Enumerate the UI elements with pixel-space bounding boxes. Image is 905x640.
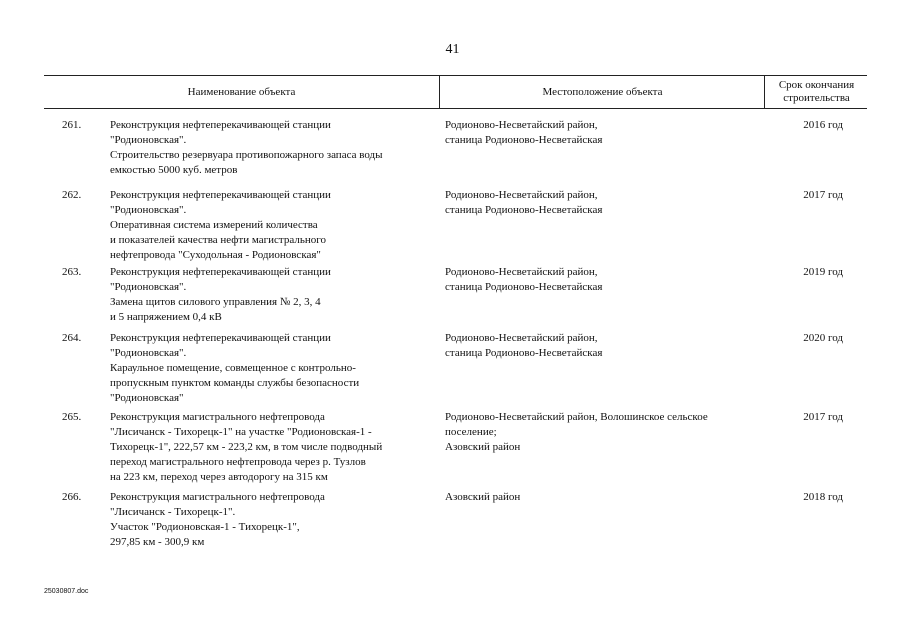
object-name (110, 331, 440, 406)
object-location (445, 188, 765, 218)
row-number: 264. (62, 332, 82, 344)
header-term (764, 76, 868, 108)
object-name-line: нефтепровода "Суходольная - Родионовская" (110, 249, 321, 261)
object-location-line: Родионово-Несветайский район, (445, 266, 598, 278)
row-number: 262. (62, 189, 82, 201)
row-number: 261. (62, 119, 82, 131)
table-row (44, 188, 867, 265)
header-location: Местоположение объекта (439, 76, 765, 108)
object-name (110, 118, 440, 178)
object-location-line: станица Родионово-Несветайская (445, 347, 603, 359)
table-row (44, 265, 867, 331)
completion-term: 2019 год (803, 266, 843, 278)
object-location-line: Родионово-Несветайский район, (445, 332, 598, 344)
object-name-line: Реконструкция нефтеперекачивающей станции (110, 189, 331, 201)
object-name-line: и 5 напряжением 0,4 кВ (110, 311, 222, 323)
object-location (445, 265, 765, 295)
object-location (445, 410, 765, 455)
object-name-line: "Родионовская". (110, 281, 187, 293)
table-row (44, 490, 867, 550)
page-number: 41 (445, 42, 460, 57)
object-name (110, 490, 440, 550)
object-location-line: станица Родионово-Несветайская (445, 134, 603, 146)
object-name-line: Тихорецк-1", 222,57 км - 223,2 км, в том числе подводный (110, 441, 383, 453)
object-location-line: Родионово-Несветайский район, (445, 119, 598, 131)
completion-term: 2020 год (803, 332, 843, 344)
object-name-line: Реконструкция нефтеперекачивающей станции (110, 266, 331, 278)
object-name (110, 188, 440, 263)
object-location-line: Родионово-Несветайский район, (445, 189, 598, 201)
object-name-line: Оперативная система измерений количества (110, 219, 318, 231)
object-name-line: Замена щитов силового управления № 2, 3, 4 (110, 296, 321, 308)
completion-term: 2017 год (803, 411, 843, 423)
header-name: Наименование объекта (187, 85, 296, 98)
object-name-line: "Родионовская". (110, 204, 187, 216)
completion-term: 2018 год (803, 491, 843, 503)
object-location-line: станица Родионово-Несветайская (445, 281, 603, 293)
object-name-line: и показателей качества нефти магистрального (110, 234, 326, 246)
object-name-line: "Родионовская". (110, 347, 187, 359)
table-row (44, 118, 867, 188)
table-row (44, 331, 867, 410)
object-location-line: Азовский район (445, 441, 521, 453)
object-name-line: Караульное помещение, совмещенное с контрольно- (110, 362, 356, 374)
object-location-line: поселение; (445, 426, 497, 438)
object-name (110, 265, 440, 325)
object-name-line: "Родионовская". (110, 134, 187, 146)
object-name-line: "Лисичанск - Тихорецк-1". (110, 506, 236, 518)
object-name-line: емкостью 5000 куб. метров (110, 164, 238, 176)
document-id: 25030807.doc (44, 588, 89, 595)
header-term-line1: Срок окончания (778, 79, 855, 91)
object-location-line: станица Родионово-Несветайская (445, 204, 603, 216)
row-number: 266. (62, 491, 82, 503)
object-location (445, 490, 765, 505)
object-name-line: Реконструкция нефтеперекачивающей станции (110, 119, 331, 131)
object-name-line: Участок "Родионовская-1 - Тихорецк-1", (110, 521, 300, 533)
object-name-line: Строительство резервуара противопожарного запаса воды (110, 149, 383, 161)
row-number: 265. (62, 411, 82, 423)
object-name-line: Реконструкция магистрального нефтепровода (110, 491, 325, 503)
header-term-line2: строительства (783, 92, 850, 104)
completion-term: 2016 год (803, 119, 843, 131)
object-name-line: на 223 км, переход через автодорогу на 315 км (110, 471, 328, 483)
object-location-line: Родионово-Несветайский район, Волошинское сельское (445, 411, 708, 423)
object-name-line: "Родионовская" (110, 392, 184, 404)
object-name-line: "Лисичанск - Тихорецк-1" на участке "Родионовская-1 - (110, 426, 372, 438)
table-row (44, 410, 867, 490)
object-location-line: Азовский район (445, 491, 521, 503)
object-name (110, 410, 440, 485)
table-header (44, 75, 867, 109)
object-location (445, 331, 765, 361)
object-name-line: пропускным пунктом команды службы безопасности (110, 377, 360, 389)
object-name-line: Реконструкция магистрального нефтепровода (110, 411, 325, 423)
object-name-line: переход магистрального нефтепровода через р. Тузлов (110, 456, 366, 468)
object-name-line: 297,85 км - 300,9 км (110, 536, 205, 548)
row-number: 263. (62, 266, 82, 278)
object-name-line: Реконструкция нефтеперекачивающей станции (110, 332, 331, 344)
object-location (445, 118, 765, 148)
completion-term: 2017 год (803, 189, 843, 201)
